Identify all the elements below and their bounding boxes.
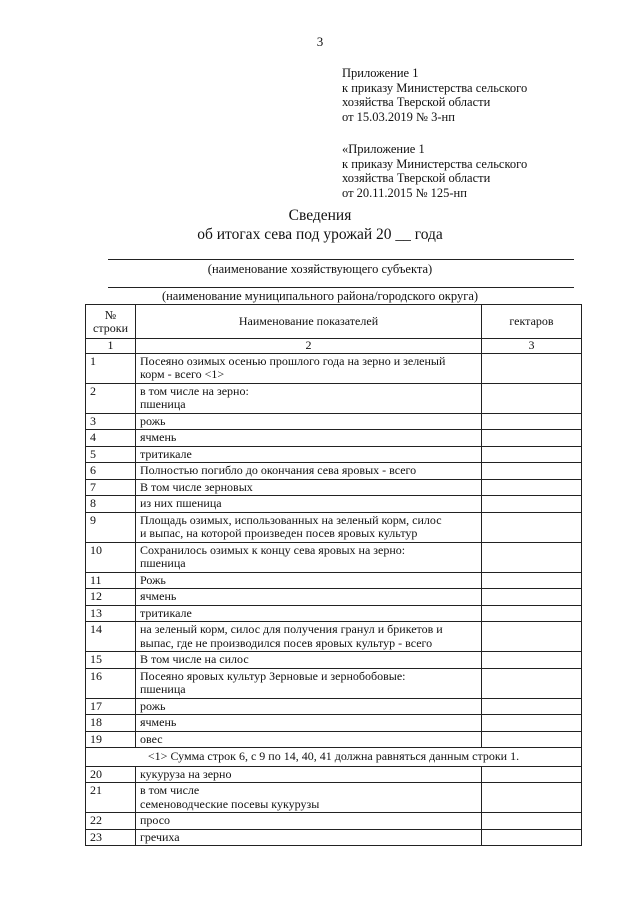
row-indicator-name: Рожь: [136, 572, 482, 589]
row-indicator-name: ячмень: [136, 715, 482, 732]
row-number: 15: [86, 652, 136, 669]
row-number: 6: [86, 463, 136, 480]
row-hectares-value[interactable]: [482, 813, 582, 830]
table-row: [86, 479, 582, 496]
table-row: [86, 652, 582, 669]
entity-name-caption: (наименование хозяйствующего субъекта): [207, 262, 433, 276]
row-hectares-value[interactable]: [482, 413, 582, 430]
row-number: 5: [86, 446, 136, 463]
row-number: 19: [86, 731, 136, 748]
row-number: 12: [86, 589, 136, 606]
row-indicator-name: Сохранилось озимых к концу сева яровых на зерно: пшеница: [136, 542, 482, 572]
table-row: [86, 813, 582, 830]
table-row: [86, 668, 582, 698]
row-indicator-name: Посеяно яровых культур Зерновые и зернобобовые: пшеница: [136, 668, 482, 698]
row-indicator-name: ячмень: [136, 430, 482, 447]
row-number: 10: [86, 542, 136, 572]
column-header-row-number: № строки: [86, 305, 136, 339]
appendix-original-reference: «Приложение 1 к приказу Министерства сельского хозяйства Тверской области от 20.11.2015 № 125-нп: [342, 142, 528, 200]
row-indicator-name: В том числе на силос: [136, 652, 482, 669]
row-hectares-value[interactable]: [482, 766, 582, 783]
row-indicator-name: Посеяно озимых осенью прошлого года на зерно и зеленый корм - всего <1>: [136, 353, 482, 383]
row-hectares-value[interactable]: [482, 479, 582, 496]
row-indicator-name: овес: [136, 731, 482, 748]
column-header-hectares: гектаров: [482, 305, 582, 339]
row-hectares-value[interactable]: [482, 353, 582, 383]
row-number: 9: [86, 512, 136, 542]
row-indicator-name: тритикале: [136, 605, 482, 622]
row-number: 7: [86, 479, 136, 496]
table-row: [86, 542, 582, 572]
footnote-row: [86, 748, 582, 767]
table-row: [86, 766, 582, 783]
row-indicator-name: ячмень: [136, 589, 482, 606]
row-number: 18: [86, 715, 136, 732]
row-number: 3: [86, 413, 136, 430]
table-row: [86, 430, 582, 447]
column-number-2: 2: [136, 339, 482, 354]
row-hectares-value[interactable]: [482, 668, 582, 698]
table-column-numbers-row: [86, 339, 582, 354]
table-row: [86, 512, 582, 542]
appendix-reference: Приложение 1 к приказу Министерства сельского хозяйства Тверской области от 15.03.2019 № 3-нп: [342, 66, 528, 124]
entity-name-line: [108, 259, 574, 260]
table-row: [86, 413, 582, 430]
row-indicator-name: просо: [136, 813, 482, 830]
row-indicator-name: в том числе семеноводческие посевы кукурузы: [136, 783, 482, 813]
row-number: 20: [86, 766, 136, 783]
row-number: 1: [86, 353, 136, 383]
row-hectares-value[interactable]: [482, 463, 582, 480]
row-hectares-value[interactable]: [482, 652, 582, 669]
row-hectares-value[interactable]: [482, 698, 582, 715]
table-header-row: [86, 305, 582, 339]
document-subtitle: об итогах сева под урожай 20 __ года: [197, 226, 443, 243]
row-number: 13: [86, 605, 136, 622]
row-hectares-value[interactable]: [482, 383, 582, 413]
row-indicator-name: в том числе на зерно: пшеница: [136, 383, 482, 413]
row-number: 17: [86, 698, 136, 715]
row-hectares-value[interactable]: [482, 715, 582, 732]
table-row: [86, 622, 582, 652]
sowing-results-table: [85, 304, 582, 846]
footnote: <1> Сумма строк 6, с 9 по 14, 40, 41 должна равняться данным строки 1.: [86, 748, 582, 767]
row-number: 21: [86, 783, 136, 813]
row-hectares-value[interactable]: [482, 430, 582, 447]
row-indicator-name: на зеленый корм, силос для получения гранул и брикетов и выпас, где не производился посев яровых культур - всего: [136, 622, 482, 652]
column-number-1: 1: [86, 339, 136, 354]
row-hectares-value[interactable]: [482, 512, 582, 542]
table-row: [86, 383, 582, 413]
table-row: [86, 783, 582, 813]
row-hectares-value[interactable]: [482, 446, 582, 463]
row-number: 11: [86, 572, 136, 589]
row-number: 22: [86, 813, 136, 830]
row-indicator-name: рожь: [136, 698, 482, 715]
row-number: 16: [86, 668, 136, 698]
row-hectares-value[interactable]: [482, 589, 582, 606]
row-indicator-name: рожь: [136, 413, 482, 430]
row-number: 14: [86, 622, 136, 652]
row-number: 23: [86, 829, 136, 846]
row-indicator-name: Площадь озимых, использованных на зеленый корм, силос и выпас, на которой произведен посев яровых культур: [136, 512, 482, 542]
row-indicator-name: Полностью погибло до окончания сева яровых - всего: [136, 463, 482, 480]
row-indicator-name: тритикале: [136, 446, 482, 463]
table-row: [86, 698, 582, 715]
table-row: [86, 605, 582, 622]
document-title: Сведения: [288, 207, 352, 224]
row-indicator-name: гречиха: [136, 829, 482, 846]
table-row: [86, 446, 582, 463]
table-row: [86, 572, 582, 589]
row-hectares-value[interactable]: [482, 496, 582, 513]
table-row: [86, 731, 582, 748]
column-header-indicator: Наименование показателей: [136, 305, 482, 339]
table-row: [86, 829, 582, 846]
row-hectares-value[interactable]: [482, 622, 582, 652]
row-hectares-value[interactable]: [482, 605, 582, 622]
row-hectares-value[interactable]: [482, 783, 582, 813]
table-row: [86, 715, 582, 732]
district-name-line: [108, 287, 574, 288]
table-row: [86, 589, 582, 606]
row-number: 2: [86, 383, 136, 413]
row-hectares-value[interactable]: [482, 542, 582, 572]
row-number: 8: [86, 496, 136, 513]
row-indicator-name: кукуруза на зерно: [136, 766, 482, 783]
table-row: [86, 353, 582, 383]
page-number: 3: [316, 34, 324, 49]
table-row: [86, 496, 582, 513]
row-hectares-value[interactable]: [482, 829, 582, 846]
district-name-caption: (наименование муниципального района/городского округа): [161, 289, 479, 303]
column-number-3: 3: [482, 339, 582, 354]
row-indicator-name: В том числе зерновых: [136, 479, 482, 496]
row-hectares-value[interactable]: [482, 731, 582, 748]
row-number: 4: [86, 430, 136, 447]
table-row: [86, 463, 582, 480]
row-indicator-name: из них пшеница: [136, 496, 482, 513]
row-hectares-value[interactable]: [482, 572, 582, 589]
